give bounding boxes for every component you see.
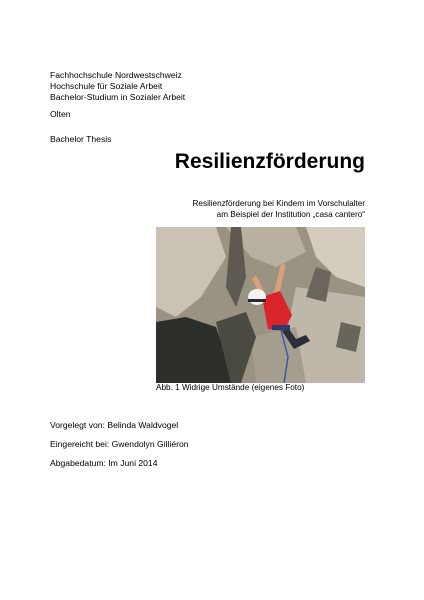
submission-date: Abgabedatum: Im Juni 2014 xyxy=(50,458,158,468)
institution-line: Fachhochschule Nordwestschweiz xyxy=(50,70,182,80)
institution-line: Bachelor-Studium in Sozialer Arbeit xyxy=(50,92,186,102)
document-type: Bachelor Thesis xyxy=(50,134,112,144)
document-subtitle xyxy=(193,199,365,220)
submitted-by: Vorgelegt von: Belinda Waldvogel xyxy=(50,420,179,430)
subtitle-line: Resilienzförderung bei Kindern im Vorschulalter xyxy=(192,199,365,208)
climber-helmet xyxy=(248,289,266,305)
document-title: Resilienzförderung xyxy=(174,150,365,173)
city: Olten xyxy=(50,109,71,119)
climbing-photo xyxy=(156,227,365,383)
climbing-photo-illustration xyxy=(156,227,365,383)
climber-harness xyxy=(272,325,290,330)
submitted-to: Eingereicht bei: Gwendolyn Gilliéron xyxy=(50,439,189,449)
helmet-strap xyxy=(248,299,266,302)
institution-block xyxy=(50,70,185,103)
institution-line: Hochschule für Soziale Arbeit xyxy=(50,81,163,91)
figure-caption: Abb. 1 Widrige Umstände (eigenes Foto) xyxy=(156,383,305,392)
subtitle-line: am Beispiel der Institution „casa cantero“ xyxy=(216,209,365,219)
